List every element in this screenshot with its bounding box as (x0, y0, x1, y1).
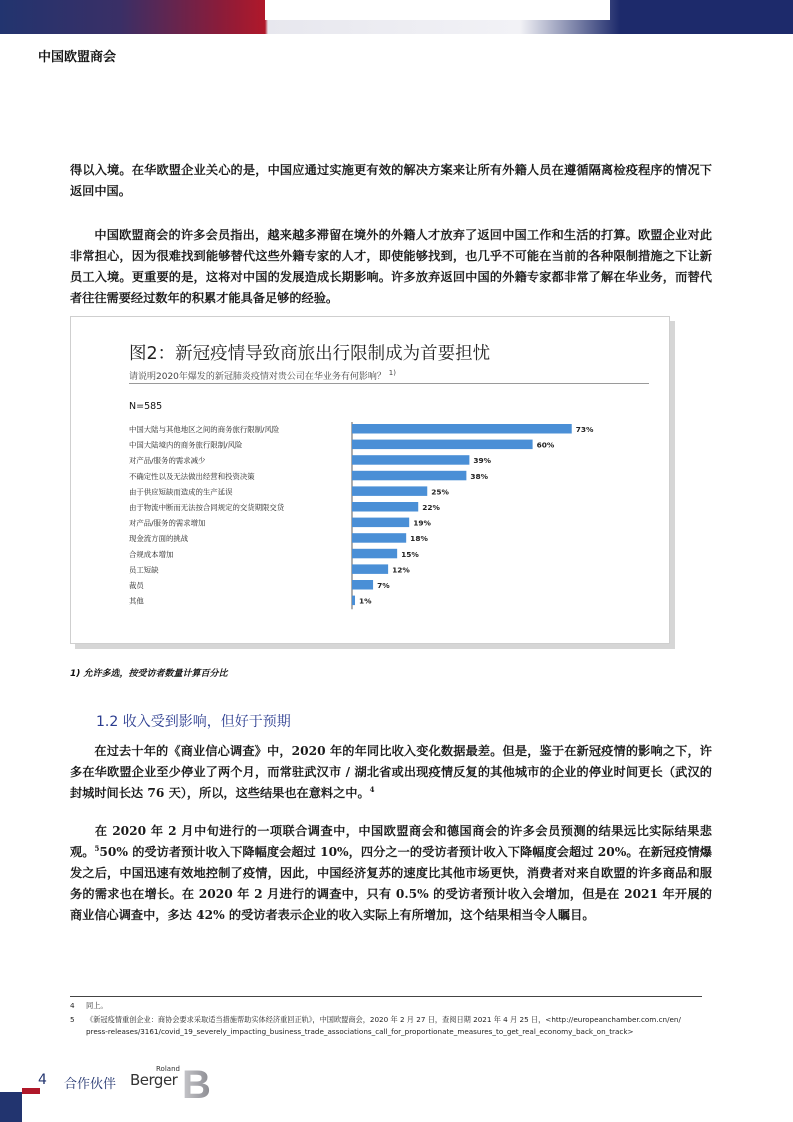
footnote-4 (70, 1000, 702, 1012)
data-label: 1% (359, 596, 372, 606)
paragraph-2: 中国欧盟商会的许多会员指出，越来越多滞留在境外的外籍人才放弃了返回中国工作和生活的打算。欧盟企业对此非常担心，因为很难找到能够替代这些外籍专家的人才，即使能够找到，也几乎不可能在当前的各种限制措施之下让新员工入境。更重要的是，这将对中国的发展造成长期影响。许多放弃返回中国的外籍专家都非常了解在华业务，而替代者往往需要经过数年的积累才能具备足够的经验。 (70, 228, 712, 305)
page-number: 4 (38, 1072, 47, 1088)
category-label: 由于供应短缺而造成的生产延误 (129, 487, 233, 497)
bar (352, 533, 406, 543)
chart-sample-size: N=585 (129, 401, 163, 412)
bar (352, 518, 409, 528)
footnote-rule (70, 996, 702, 997)
chart-title: 图2：新冠疫情导致商旅出行限制成为首要担忧 (129, 344, 491, 364)
paragraph-1: 得以入境。在华欧盟企业关心的是，中国应通过实施更有效的解决方案来让所有外籍人员在遵循隔离检疫程序的情况下返回中国。 (70, 163, 712, 198)
category-label: 合规成本增加 (129, 549, 174, 559)
bar (352, 596, 355, 606)
data-label: 38% (470, 471, 489, 481)
footnote-5 (70, 1014, 702, 1026)
data-label: 7% (377, 581, 390, 590)
footer-red-accent (22, 1088, 40, 1094)
header-brand: 中国欧盟商会 (38, 50, 117, 65)
footer-blue-block (0, 1092, 22, 1122)
bar (352, 455, 469, 465)
data-label: 25% (431, 487, 449, 497)
footnote-4-text: 同上。 (86, 1001, 108, 1010)
category-label: 对产品/服务的需求增加 (129, 518, 206, 528)
data-label: 39% (473, 456, 492, 466)
section-heading: 1.2 收入受到影响，但好于预期 (96, 714, 291, 730)
category-label: 不确定性以及无法做出经营和投资决策 (129, 471, 255, 481)
footnote-ref-4[interactable]: 4 (369, 784, 375, 794)
footnote-ref-5[interactable]: 5 (94, 843, 100, 853)
bar (352, 424, 572, 434)
footnote-5-text[interactable]: 《新冠疫情重创企业：商协会要求采取适当措施帮助实体经济重回正轨》，中国欧盟商会，2020 年 2 月 27 日，查阅日期 2021 年 4 月 25 日，<http://europeanchamber.com.cn/en/ (86, 1015, 681, 1024)
chart-subtitle-ref: 1) (388, 369, 396, 377)
bar (352, 502, 418, 512)
logo-b-glyph: B (182, 1063, 211, 1102)
footnote-4-number: 4 (70, 1001, 75, 1010)
bar (352, 486, 427, 496)
data-label: 12% (392, 565, 410, 575)
data-label: 73% (575, 425, 594, 434)
category-label: 其他 (129, 596, 144, 606)
top-bar-gap (265, 0, 610, 20)
data-label: 15% (401, 549, 419, 559)
category-label: 中国大陆境内的商务旅行限制/风险 (129, 440, 243, 450)
figure-note: 1) 允许多选，按受访者数量计算百分比 (70, 669, 228, 679)
figure-2-box (70, 316, 670, 644)
data-label: 22% (422, 503, 440, 512)
data-label: 60% (536, 440, 555, 450)
paragraph-3 (70, 741, 712, 804)
data-label: 19% (413, 518, 431, 528)
chart-subtitle-text: 请说明2020年爆发的新冠肺炎疫情对贵公司在华业务有何影响？ (129, 372, 386, 382)
paragraph-4-text-a: 在 2020 年 2 月中旬进行的一项联合调查中，中国欧盟商会和德国商会的许多会员预测的结果远比实际结果悲观。 (70, 824, 712, 859)
partner-label: 合作伙伴 (64, 1077, 117, 1092)
bar-chart (71, 317, 669, 643)
logo-berger-text: Berger (130, 1071, 178, 1089)
footnote-5-url[interactable]: press-releases/3161/covid_19_severely_impacting_business_trade_associations_call_for_proportionate_measures_to_get_real_economy_back_on_track> (86, 1027, 634, 1036)
paragraph-4 (70, 821, 712, 926)
footnote-5-number: 5 (70, 1015, 75, 1024)
bar (352, 564, 388, 574)
category-label: 员工短缺 (129, 565, 159, 575)
category-label: 裁员 (129, 581, 144, 590)
category-label: 由于物流中断而无法按合同规定的交货期限交货 (129, 503, 285, 512)
category-label: 现金流方面的挑战 (129, 534, 189, 544)
paragraph-4-text-b: 50% 的受访者预计收入下降幅度会超过 10%，四分之一的受访者预计收入下降幅度会超过 20%。在新冠疫情爆发之后，中国迅速有效地控制了疫情，因此，中国经济复苏的速度比其他市场更快，消费者对来自欧盟的许多商品和服务的需求也在增长。在 2020 年 2 月进行的调查中，只有 0.5% 的受访者预计收入会增加，但是在 2021 年开展的商业信心调查中，多达 42% 的受访者表示企业的收入实际上有所增加，这个结果相当令人瞩目。 (70, 845, 712, 922)
paragraph-3-text: 在过去十年的《商业信心调查》中，2020 年的年同比收入变化数据最差。但是，鉴于在新冠疫情的影响之下，许多在华欧盟企业至少停业了两个月，而常驻武汉市 / 湖北省或出现疫情反复的其他城市的企业的停业时间更长（武汉的封城时间长达 76 天），所以，这些结果也在意料之中。 (70, 744, 712, 800)
category-label: 中国大陆与其他地区之间的商务旅行限制/风险 (129, 425, 280, 434)
logo-roland-text: Roland (156, 1065, 180, 1073)
bar (352, 440, 533, 450)
bar (352, 580, 373, 590)
category-label: 对产品/服务的需求减少 (129, 456, 206, 466)
bar (352, 549, 397, 559)
data-label: 18% (410, 534, 428, 544)
bar (352, 471, 466, 481)
